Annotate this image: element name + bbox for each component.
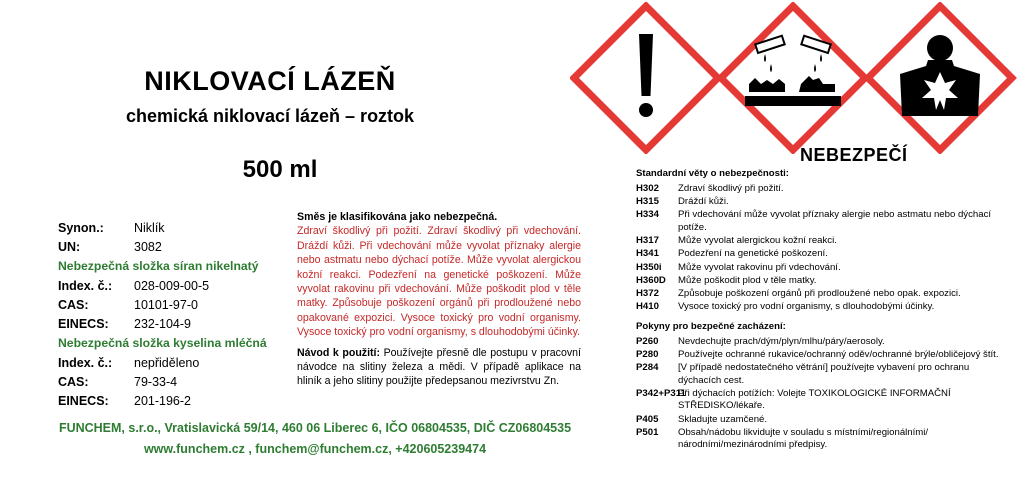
statement-text: Podezření na genetické poškození.	[678, 248, 828, 260]
statement-text: Může vyvolat rakovinu při vdechování.	[678, 261, 841, 273]
classification-block	[297, 210, 581, 389]
statement-code: P342+P311	[636, 387, 686, 399]
hazard-statement	[636, 235, 1012, 248]
hazard-statements-heading: Standardní věty o nebezpečnosti:	[636, 168, 789, 179]
index-label: Index. č.:	[58, 278, 113, 293]
precautionary-statement	[636, 388, 1012, 413]
usage-text: Používejte přesně dle postupu v pracovní návodce na slitiny železa a mědi. V případě aplikace na hliník a jeho slitiny použijte předepsanou mezivrstvu Zn.	[297, 346, 581, 388]
hazard-statement	[636, 183, 1012, 196]
synonym-label: Synon.:	[58, 220, 104, 235]
statement-text: Dráždí kůži.	[678, 196, 729, 208]
statement-text: Způsobuje poškození orgánů při prodloužené nebo opak. expozici.	[678, 287, 961, 299]
signal-word: NEBEZPEČÍ	[800, 145, 908, 165]
statement-text: Při dýchacích potížích: Volejte TOXIKOLOGICKÉ INFORMAČNÍ STŘEDISKO/lékaře.	[678, 387, 951, 412]
component-heading: Nebezpečná složka kyselina mléčná	[58, 336, 267, 350]
statement-text: Může poškodit plod v těle matky.	[678, 274, 817, 286]
precautionary-statement	[636, 349, 1012, 362]
component-einecs-row	[58, 391, 290, 410]
statement-code: H341	[636, 248, 659, 260]
statement-text: Zdraví škodlivý při požití.	[678, 183, 784, 194]
un-row	[58, 237, 290, 256]
component-einecs-row	[58, 314, 290, 333]
einecs-label: EINECS:	[58, 316, 109, 331]
hazard-statement	[636, 209, 1012, 234]
statement-text: Skladujte uzamčené.	[678, 413, 768, 425]
index-value: nepřiděleno	[134, 355, 200, 370]
un-label: UN:	[58, 239, 81, 254]
cas-label: CAS:	[58, 297, 89, 312]
component-cas-row	[58, 372, 290, 391]
statement-text: Může vyvolat alergickou kožní reakci.	[678, 235, 837, 247]
statement-code: H372	[636, 287, 659, 299]
statement-code: H410	[636, 301, 659, 313]
company-address: FUNCHEM, s.r.o., Vratislavická 59/14, 460 06 Liberec 6, IČO 06804535, DIČ CZ06804535	[58, 421, 572, 435]
statement-text: Vysoce toxický pro vodní organismy, s dlouhodobými účinky.	[678, 301, 935, 313]
identification-block	[58, 218, 290, 410]
synonym-row	[58, 218, 290, 237]
precautionary-statement	[636, 362, 1012, 387]
einecs-value: 232-104-9	[134, 316, 191, 331]
health-hazard-icon	[868, 6, 1012, 150]
component-index-row	[58, 353, 290, 372]
einecs-value: 201-196-2	[134, 393, 191, 408]
synonym-value: Niklík	[134, 220, 165, 235]
precautionary-statements-list	[636, 336, 1012, 452]
component-cas-row	[58, 295, 290, 314]
statement-code: H360D	[636, 274, 666, 286]
ghs-pictograms	[570, 2, 1020, 154]
un-value: 3082	[134, 239, 162, 254]
hazard-statement	[636, 196, 1012, 209]
statement-code: H350i	[636, 261, 662, 273]
product-title: NIKLOVACÍ LÁZEŇ	[144, 66, 396, 96]
hazard-summary-text: Zdraví škodlivý při požití. Zdraví škodlivý při vdechování. Dráždí kůži. Při vdechování může vyvolat příznaky alergie nebo astmatu nebo dýchací potíže. Může vyvolat alergickou kožní reakci. Podezření na genetické poškození. Může vyvolat rakovinu při vdechování. Může poškodit plod v těle matky. Způsobuje poškození orgánů při prodloužené nebo opakované expozici. Vysoce toxický pro vodní organismy. Vysoce toxický pro vodní organismy, s dlouhodobými účinky.	[297, 225, 581, 339]
product-volume: 500 ml	[242, 156, 318, 183]
index-label: Index. č.:	[58, 355, 113, 370]
statement-code: H334	[636, 209, 659, 221]
company-contact: www.funchem.cz , funchem@funchem.cz, +420605239474	[143, 442, 487, 456]
hazard-statement	[636, 275, 1012, 288]
precautionary-statement	[636, 336, 1012, 349]
component-heading: Nebezpečná složka síran nikelnatý	[58, 259, 259, 273]
cas-label: CAS:	[58, 374, 89, 389]
statement-text: Používejte ochranné rukavice/ochranný oděv/ochranné brýle/obličejový štít.	[678, 348, 999, 360]
corrosion-icon	[721, 6, 865, 150]
statement-text: [V případě nedostatečného větrání] používejte vybavení pro ochranu dýchacích cest.	[678, 362, 970, 386]
hazard-statement	[636, 248, 1012, 261]
hazard-statement	[636, 288, 1012, 301]
hazard-statements-list	[636, 183, 1012, 314]
statement-code: P284	[636, 362, 659, 374]
einecs-label: EINECS:	[58, 393, 109, 408]
statement-code: P501	[636, 426, 659, 438]
statement-code: P280	[636, 348, 659, 360]
statement-code: H317	[636, 235, 659, 247]
statement-code: H302	[636, 183, 659, 194]
cas-value: 79-33-4	[134, 374, 178, 389]
exclamation-mark-icon	[574, 6, 718, 150]
statement-code: H315	[636, 196, 659, 208]
precautionary-statements-heading: Pokyny pro bezpečné zacházení:	[636, 320, 786, 332]
usage-label: Návod k použití:	[297, 346, 381, 359]
statement-code: P405	[636, 413, 659, 425]
product-subtitle: chemická niklovací lázeň – roztok	[125, 106, 415, 126]
classification-header: Směs je klasifikována jako nebezpečná.	[297, 211, 498, 223]
index-value: 028-009-00-5	[134, 278, 210, 293]
hazard-statement	[636, 262, 1012, 275]
usage-instructions	[297, 346, 581, 389]
statement-text: Při vdechování může vyvolat příznaky alergie nebo astmatu nebo dýchací potíže.	[678, 209, 992, 233]
hazard-statement	[636, 301, 1012, 314]
statements-block	[636, 168, 1012, 452]
precautionary-statement	[636, 427, 1012, 452]
component-index-row	[58, 276, 290, 295]
precautionary-statement	[636, 414, 1012, 427]
statement-code: P260	[636, 335, 659, 347]
statement-text: Nevdechujte prach/dým/plyn/mlhu/páry/aerosoly.	[678, 335, 885, 347]
statement-text: Obsah/nádobu likvidujte v souladu s místními/regionálními/ národními/mezinárodními předpisy.	[678, 426, 929, 451]
cas-value: 10101-97-0	[134, 297, 198, 312]
